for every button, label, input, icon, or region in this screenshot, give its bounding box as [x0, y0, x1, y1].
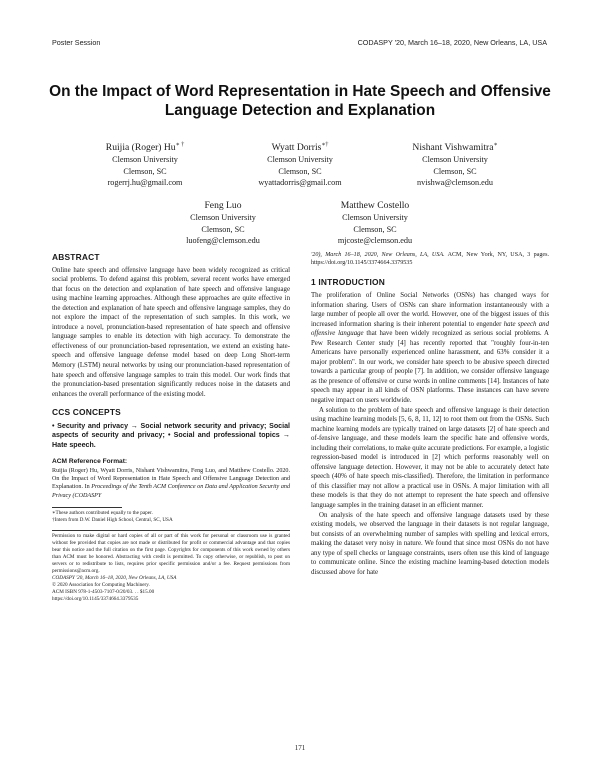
author-location: Clemson, SC — [201, 224, 245, 234]
abstract-heading: ABSTRACT — [52, 252, 100, 262]
left-column — [52, 253, 290, 603]
author-affiliation: Clemson University — [267, 155, 333, 165]
reference-plain: Ruijia (Roger) Hu, Wyatt Dorris, Nishant Vishwamitra, Feng Luo, and Matthew Costello. 2020. On the Impact of Word Representation in Hate Speech and Offensive Language Detection and Explanation. In — [52, 468, 290, 491]
reference-continuation-rest: ACM, New York, NY, USA, 3 pages. https://doi.org/10.1145/3374664.3379535 — [311, 252, 549, 267]
reference-continuation-venue: '20), March 16–18, 2020, New Orleans, LA, USA. — [311, 252, 445, 258]
doi-line: https://doi.org/10.1145/3374664.3379535 — [52, 595, 139, 602]
footnote-2: †Intern from D.W. Daniel High School, Central, SC, USA — [52, 516, 173, 523]
author-name: Nishant Vishwamitra — [412, 142, 494, 154]
reference-venue: Proceedings of the Tenth ACM Conference on Data and Application Security and Privacy (CODASPY — [52, 484, 290, 499]
author-block-3 — [370, 139, 540, 189]
introduction-heading: 1 INTRODUCTION — [311, 277, 385, 288]
permission-rule — [52, 530, 290, 531]
author-affiliation: Clemson University — [190, 213, 256, 222]
author-email: rogerrj.hu@gmail.com — [107, 178, 183, 188]
ccs-heading: CCS CONCEPTS — [52, 407, 121, 418]
reference-continuation — [311, 251, 549, 267]
footnote-1: ∗These authors contributed equally to the paper. — [52, 509, 153, 516]
intro-paragraph-1 — [311, 291, 549, 406]
author-block-4 — [138, 199, 308, 247]
right-column — [311, 251, 549, 577]
intro-paragraph-3: On analysis of the hate speech and offensive language datasets used by these existing models, we observed the language in their datasets is not regular language, but consists of an overwhelming number of samples with spelling and lexical errors, making the dataset very noisy in nature. We found that since most OSNs do not have any type of spell checks or language constraints, users often use this kind of language to communicate online. Since the existing machine learning-based detection models discussed above for hate — [311, 511, 549, 576]
abstract-text: Online hate speech and offensive language have been widely recognized as critical social problems. To defend against this problem, several recent works have emerged that focus on the detection and explanation of hate speech and offensive language using machine learning approaches. Although these approaches are quite effective in the detection and explanation of hate speech and offensive language samples, they do not explore the impact of the representation of such samples. In this work, we introduce a novel, pronunciation-based representation of hate speech and offensive language samples to enable its detection with high accuracy. To demonstrate the effectiveness of our pronunciation-based representation, we extend an existing hate-speech and offensive language defense model based on deep Long Short-term Memory (LSTM) neural networks by using our pronunciation-based representation of hate speech and offensive language samples to train this model. Our work finds that the pronunciation-based presentation significantly reduces noise in the datasets and enhances the overall performance of the existing model. — [52, 266, 290, 398]
author-email: nvishwa@clemson.edu — [417, 178, 493, 188]
conference-line: CODASPY '20, March 16–18, 2020, New Orleans, LA, USA — [52, 574, 177, 581]
ccs-concepts: • Security and privacy → Social network security and privacy; Social aspects of security and privacy; • Social and professional topics → Hate speech. — [52, 421, 290, 449]
introduction-body — [311, 291, 549, 577]
author-location: Clemson, SC — [123, 166, 167, 176]
intro-p1-end: that have been widely recognized as serious social problems. A Pew Research Center study [4] has recently reported that "roughly four-in-ten Americans have personally experienced online harassment, and 63% consider it a major problem". In our work, we consider hate speech to be abusive speech directed towards a particular group of people [7]. In addition, we consider offensive language as the presence of offensive or curse words in online comments [14]. Instances of hate speech may appear in all kinds of OSN platforms. These instances can have severe negative impact on users worldwide. — [311, 330, 549, 404]
author-location: Clemson, SC — [433, 166, 477, 176]
reference-format-heading: ACM Reference Format: — [52, 457, 128, 465]
author-email: mjcoste@clemson.edu — [337, 236, 413, 246]
author-affiliation: Clemson University — [342, 213, 408, 222]
intro-p1-emphasis: hate speech and offensive language — [311, 320, 549, 338]
isbn-line: ACM ISBN 978-1-4503-7107-0/20/03. . . $15.00 — [52, 588, 155, 595]
author-name: Matthew Costello — [340, 200, 410, 211]
author-block-1 — [60, 139, 230, 189]
author-affiliation: Clemson University — [422, 155, 488, 165]
author-block-5 — [290, 199, 460, 247]
page-number: 171 — [294, 744, 306, 752]
author-name: Ruijia (Roger) Hu — [105, 142, 176, 154]
running-header-right: CODASPY '20, March 16–18, 2020, New Orleans, LA, USA — [357, 38, 547, 47]
reference-format-text — [52, 467, 290, 500]
author-name: Feng Luo — [204, 200, 242, 211]
copyright-line: © 2020 Association for Computing Machinery. — [52, 581, 150, 588]
author-marks: ∗† — [321, 142, 329, 148]
paper-title: On the Impact of Word Representation in Hate Speech and Offensive Language Detection and Explanation — [49, 83, 551, 119]
author-location: Clemson, SC — [353, 224, 397, 234]
author-name: Wyatt Dorris — [271, 142, 322, 154]
footnote-rule — [52, 507, 122, 508]
permission-text: Permission to make digital or hard copies of all or part of this work for personal or classroom use is granted without fee provided that copies are not made or distributed for profit or commercial advantage and that copies bear this notice and the full citation on the first page. Copyrights for components of this work owned by others than ACM must be honored. Abstracting with credit is permitted. To copy otherwise, or republish, to post on servers or to redistribute to lists, requires prior specific permission and/or a fee. Request permissions from permissions@acm.org. — [52, 532, 290, 574]
intro-p1-start: The proliferation of Online Social Networks (OSNs) has changed ways for information sharing. Users of OSNs can share information instantaneously with a large number of people all over the world. However, one of the biggest issues of this increased information sharing is their inherent potential to engender — [311, 291, 549, 328]
running-header-left: Poster Session — [52, 38, 101, 47]
author-marks: ∗ † — [175, 142, 185, 148]
author-marks: ∗ — [493, 142, 498, 148]
author-email: luofeng@clemson.edu — [186, 236, 260, 246]
intro-paragraph-2: A solution to the problem of hate speech and offensive language is their detection using machine learning models [5, 6, 8, 11, 12] to root them out from the OSNs. Such machine learning models are typically trained on large datasets [2] of hate speech and of-fensive language, and these models learn the specific hate and offensive words, including their correlations, to make quite accurate predictions. For example, a logistic regression-based model is introduced in [2] which performs reasonably well on offensive language detection. However, it may not be able to accurately detect hate speech (40% of hate speech mis-classified). Therefore, the limitation in performance of this classifier may not allow a practical use in OSNs. A major limitation with all these models is that they do not attempt to represent the hate speech and offensive language samples in the training dataset in an efficient manner. — [311, 406, 549, 509]
author-email: wyattadorris@gmail.com — [258, 178, 342, 188]
author-location: Clemson, SC — [278, 166, 322, 176]
author-affiliation: Clemson University — [112, 155, 178, 165]
author-block-2 — [215, 139, 385, 189]
